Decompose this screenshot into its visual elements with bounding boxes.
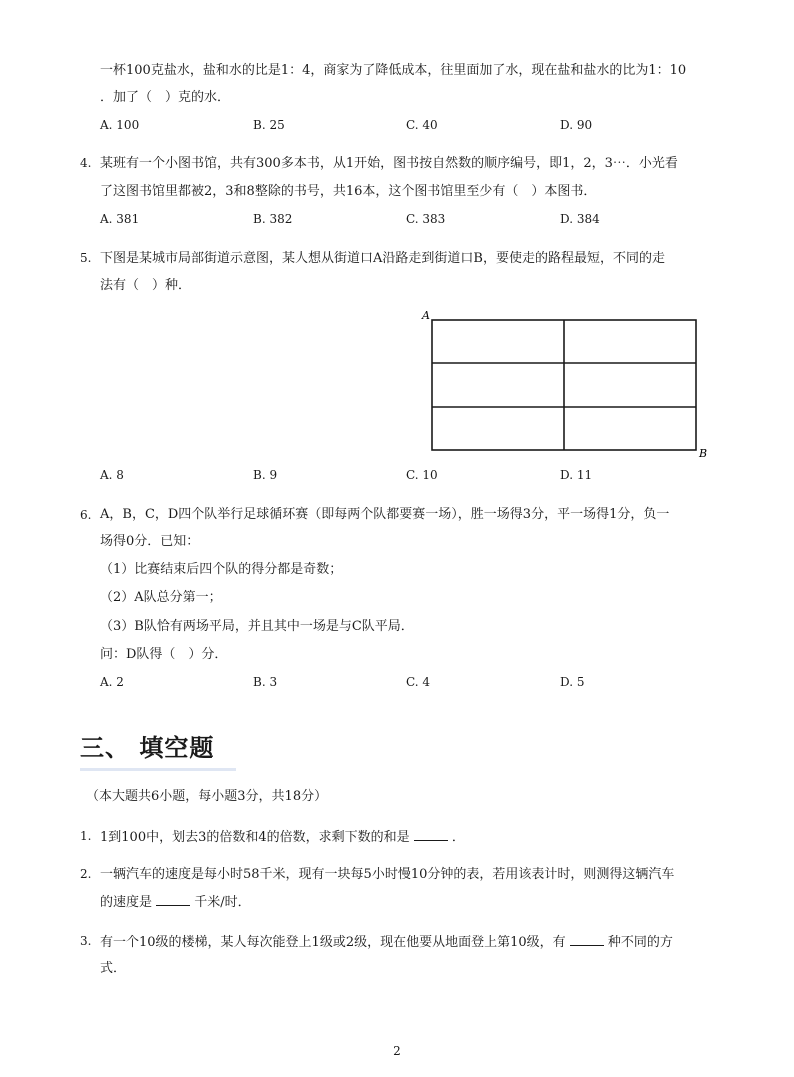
q5-option-a: A. 8: [100, 468, 124, 482]
q4-line1: 某班有一个小图书馆，共有300多本书，从1开始，图书按自然数的顺序编号，即1，2，3⋯．小光看: [100, 156, 678, 171]
q6-option-c: C. 4: [406, 675, 431, 689]
f1-answer-blank[interactable]: [414, 828, 448, 841]
q4-option-d: D. 384: [560, 212, 600, 226]
q6-line2: 场得0分．已知：: [100, 534, 200, 549]
f2-text: 的速度是: [100, 895, 153, 910]
f3-text: 有一个10级的楼梯，某人每次能登上1级或2级，现在他要从地面登上第10级，有: [100, 935, 566, 950]
section-title: 三、 填空题: [80, 734, 215, 762]
f2-line2: [100, 893, 251, 912]
q5-option-d: D. 11: [560, 468, 593, 482]
q3-option-d: D. 90: [560, 118, 593, 132]
f3-number: 3.: [80, 934, 92, 948]
q6-option-b: B. 3: [253, 675, 278, 689]
f3-line2: 式．: [100, 961, 127, 976]
q3-option-c: C. 40: [406, 118, 438, 132]
f3-answer-blank[interactable]: [570, 933, 604, 946]
q3-option-a: A. 100: [100, 118, 140, 132]
f1-text-end: ．: [451, 830, 465, 845]
q3-line2: ．加了（ ）克的水．: [100, 90, 231, 105]
f1-text: 1到100中，划去3的倍数和4的倍数，求剩下数的和是: [100, 830, 410, 845]
q6-option-d: D. 5: [560, 675, 585, 689]
point-b-label: B: [699, 447, 708, 460]
q4-line2: 了这图书馆里都被2，3和8整除的书号，共16本，这个图书馆里至少有（ ）本图书．: [100, 184, 597, 199]
q4-option-a: A. 381: [100, 212, 140, 226]
q5-number: 5.: [80, 251, 92, 265]
f1-line: [100, 828, 465, 847]
q6-number: 6.: [80, 508, 92, 522]
q4-option-c: C. 383: [406, 212, 446, 226]
q6-question: 问：D队得（ ）分．: [100, 647, 228, 662]
q5-option-b: B. 9: [253, 468, 278, 482]
f3-line1: [100, 933, 673, 952]
q3-line1: 一杯100克盐水，盐和水的比是1：4，商家为了降低成本，往里面加了水，现在盐和盐水的比为1：10: [100, 63, 687, 78]
f2-line1: 一辆汽车的速度是每小时58千米，现有一块每5小时慢10分钟的表，若用该表计时，则测得这辆汽车: [100, 867, 675, 882]
q6-condition-1: （1）比赛结束后四个队的得分都是奇数；: [100, 562, 343, 577]
point-a-label: A: [422, 309, 430, 322]
f3-text-end: 种不同的方: [607, 935, 673, 950]
q6-condition-2: （2）A队总分第一；: [100, 590, 222, 605]
f2-number: 2.: [80, 867, 92, 881]
q5-line2: 法有（ ）种．: [100, 278, 192, 293]
q4-option-b: B. 382: [253, 212, 293, 226]
q6-condition-3: （3）B队恰有两场平局，并且其中一场是与C队平局．: [100, 619, 414, 634]
street-grid-diagram: [418, 306, 718, 462]
page-number: 2: [393, 1044, 401, 1058]
f2-text-end: 千米/时．: [194, 895, 251, 910]
q6-line1: A，B，C，D四个队举行足球循环赛（即每两个队都要赛一场），胜一场得3分，平一场得1分，负一: [100, 507, 670, 522]
q6-option-a: A. 2: [100, 675, 124, 689]
q4-number: 4.: [80, 156, 92, 170]
q5-line1: 下图是某城市局部街道示意图，某人想从街道口A沿路走到街道口B，要使走的路程最短，不同的走: [100, 251, 665, 266]
q5-option-c: C. 10: [406, 468, 438, 482]
section-note: （本大题共6小题，每小题3分，共18分）: [86, 789, 328, 804]
f2-answer-blank[interactable]: [156, 893, 190, 906]
q3-option-b: B. 25: [253, 118, 285, 132]
f1-number: 1.: [80, 829, 92, 843]
section-title-underline: [80, 768, 236, 771]
